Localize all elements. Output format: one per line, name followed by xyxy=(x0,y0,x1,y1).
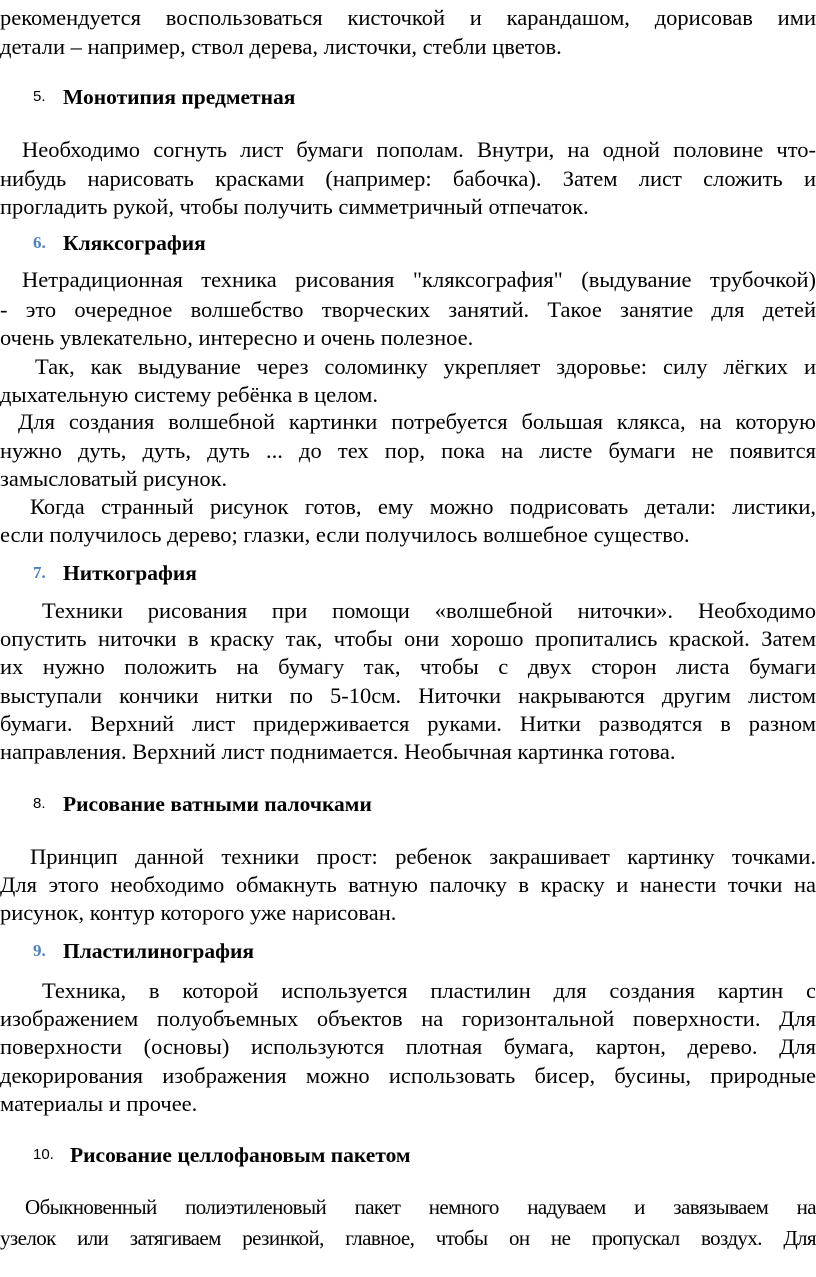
heading-title: Пластилинография xyxy=(63,939,254,963)
text-line: Обыкновенный полиэтиленовый пакет немного надуваем и завязываем на xyxy=(25,1195,816,1219)
text-line: нужно дуть, дуть, дуть ... до тех пор, пока на листе бумаги не появится xyxy=(0,438,816,463)
text-line: детали – например, ствол дерева, листочки, стебли цветов. xyxy=(0,34,562,59)
text-line: Для создания волшебной картинки потребуется большая клякса, на которую xyxy=(18,409,816,434)
list-number: 7. xyxy=(33,563,46,582)
list-number: 5. xyxy=(33,88,46,105)
text-line: прогладить рукой, чтобы получить симметричный отпечаток. xyxy=(0,194,589,219)
text-line: Когда странный рисунок готов, ему можно подрисовать детали: листики, xyxy=(30,494,816,519)
list-number: 10. xyxy=(33,1146,54,1163)
text-line: дыхательную систему ребёнка в целом. xyxy=(0,382,379,407)
text-line: Необходимо согнуть лист бумаги пополам. Внутри, на одной половине что- xyxy=(22,137,816,162)
text-line: нибудь нарисовать красками (например: бабочка). Затем лист сложить и xyxy=(0,166,816,191)
text-line: изображением полуобъемных объектов на горизонтальной поверхности. Для xyxy=(0,1006,816,1031)
text-line: Так, как выдувание через соломинку укрепляет здоровье: силу лёгких и xyxy=(35,354,816,379)
text-line: Нетрадиционная техника рисования "кляксография" (выдувание трубочкой) xyxy=(22,267,816,292)
text-line: рекомендуется воспользоваться кисточкой и карандашом, дорисовав ими xyxy=(0,5,816,30)
text-line: очень увлекательно, интересно и очень полезное. xyxy=(0,325,474,350)
text-line: материалы и прочее. xyxy=(0,1091,198,1116)
text-line: декорирования изображения можно использовать бисер, бусины, природные xyxy=(0,1063,816,1088)
list-number: 9. xyxy=(33,941,46,960)
heading-title: Монотипия предметная xyxy=(63,85,296,109)
text-line: их нужно положить на бумагу так, чтобы с двух сторон листа бумаги xyxy=(0,654,816,679)
heading-title: Ниткография xyxy=(63,561,197,585)
list-number: 6. xyxy=(33,233,46,252)
heading-title: Кляксография xyxy=(63,231,206,255)
text-line: бумаги. Верхний лист придерживается руками. Нитки разводятся в разном xyxy=(0,711,816,736)
text-line: узелок или затягиваем резинкой, главное, чтобы он не пропускал воздух. Для xyxy=(0,1226,816,1250)
text-line: Техника, в которой используется пластилин для создания картин с xyxy=(42,978,816,1003)
text-line: опустить ниточки в краску так, чтобы они хорошо пропитались краской. Затем xyxy=(0,626,816,651)
text-line: поверхности (основы) используются плотная бумага, картон, дерево. Для xyxy=(0,1034,816,1059)
text-line: если получилось дерево; глазки, если получилось волшебное существо. xyxy=(0,522,690,547)
text-line: рисунок, контур которого уже нарисован. xyxy=(0,900,397,925)
text-line: Для этого необходимо обмакнуть ватную палочку в краску и нанести точки на xyxy=(0,872,816,897)
heading-title: Рисование ватными палочками xyxy=(63,792,372,816)
heading-title: Рисование целлофановым пакетом xyxy=(70,1143,411,1167)
list-number: 8. xyxy=(33,795,46,812)
text-line: выступали кончики нитки по 5-10см. Ниточки накрываются другим листом xyxy=(0,683,816,708)
text-line: замысловатый рисунок. xyxy=(0,466,228,491)
text-line: Принцип данной техники прост: ребенок закрашивает картинку точками. xyxy=(30,844,816,869)
text-line: направления. Верхний лист поднимается. Необычная картинка готова. xyxy=(0,739,676,764)
text-line: Техники рисования при помощи «волшебной ниточки». Необходимо xyxy=(42,598,816,623)
text-line: - это очередное волшебство творческих занятий. Такое занятие для детей xyxy=(0,297,816,322)
